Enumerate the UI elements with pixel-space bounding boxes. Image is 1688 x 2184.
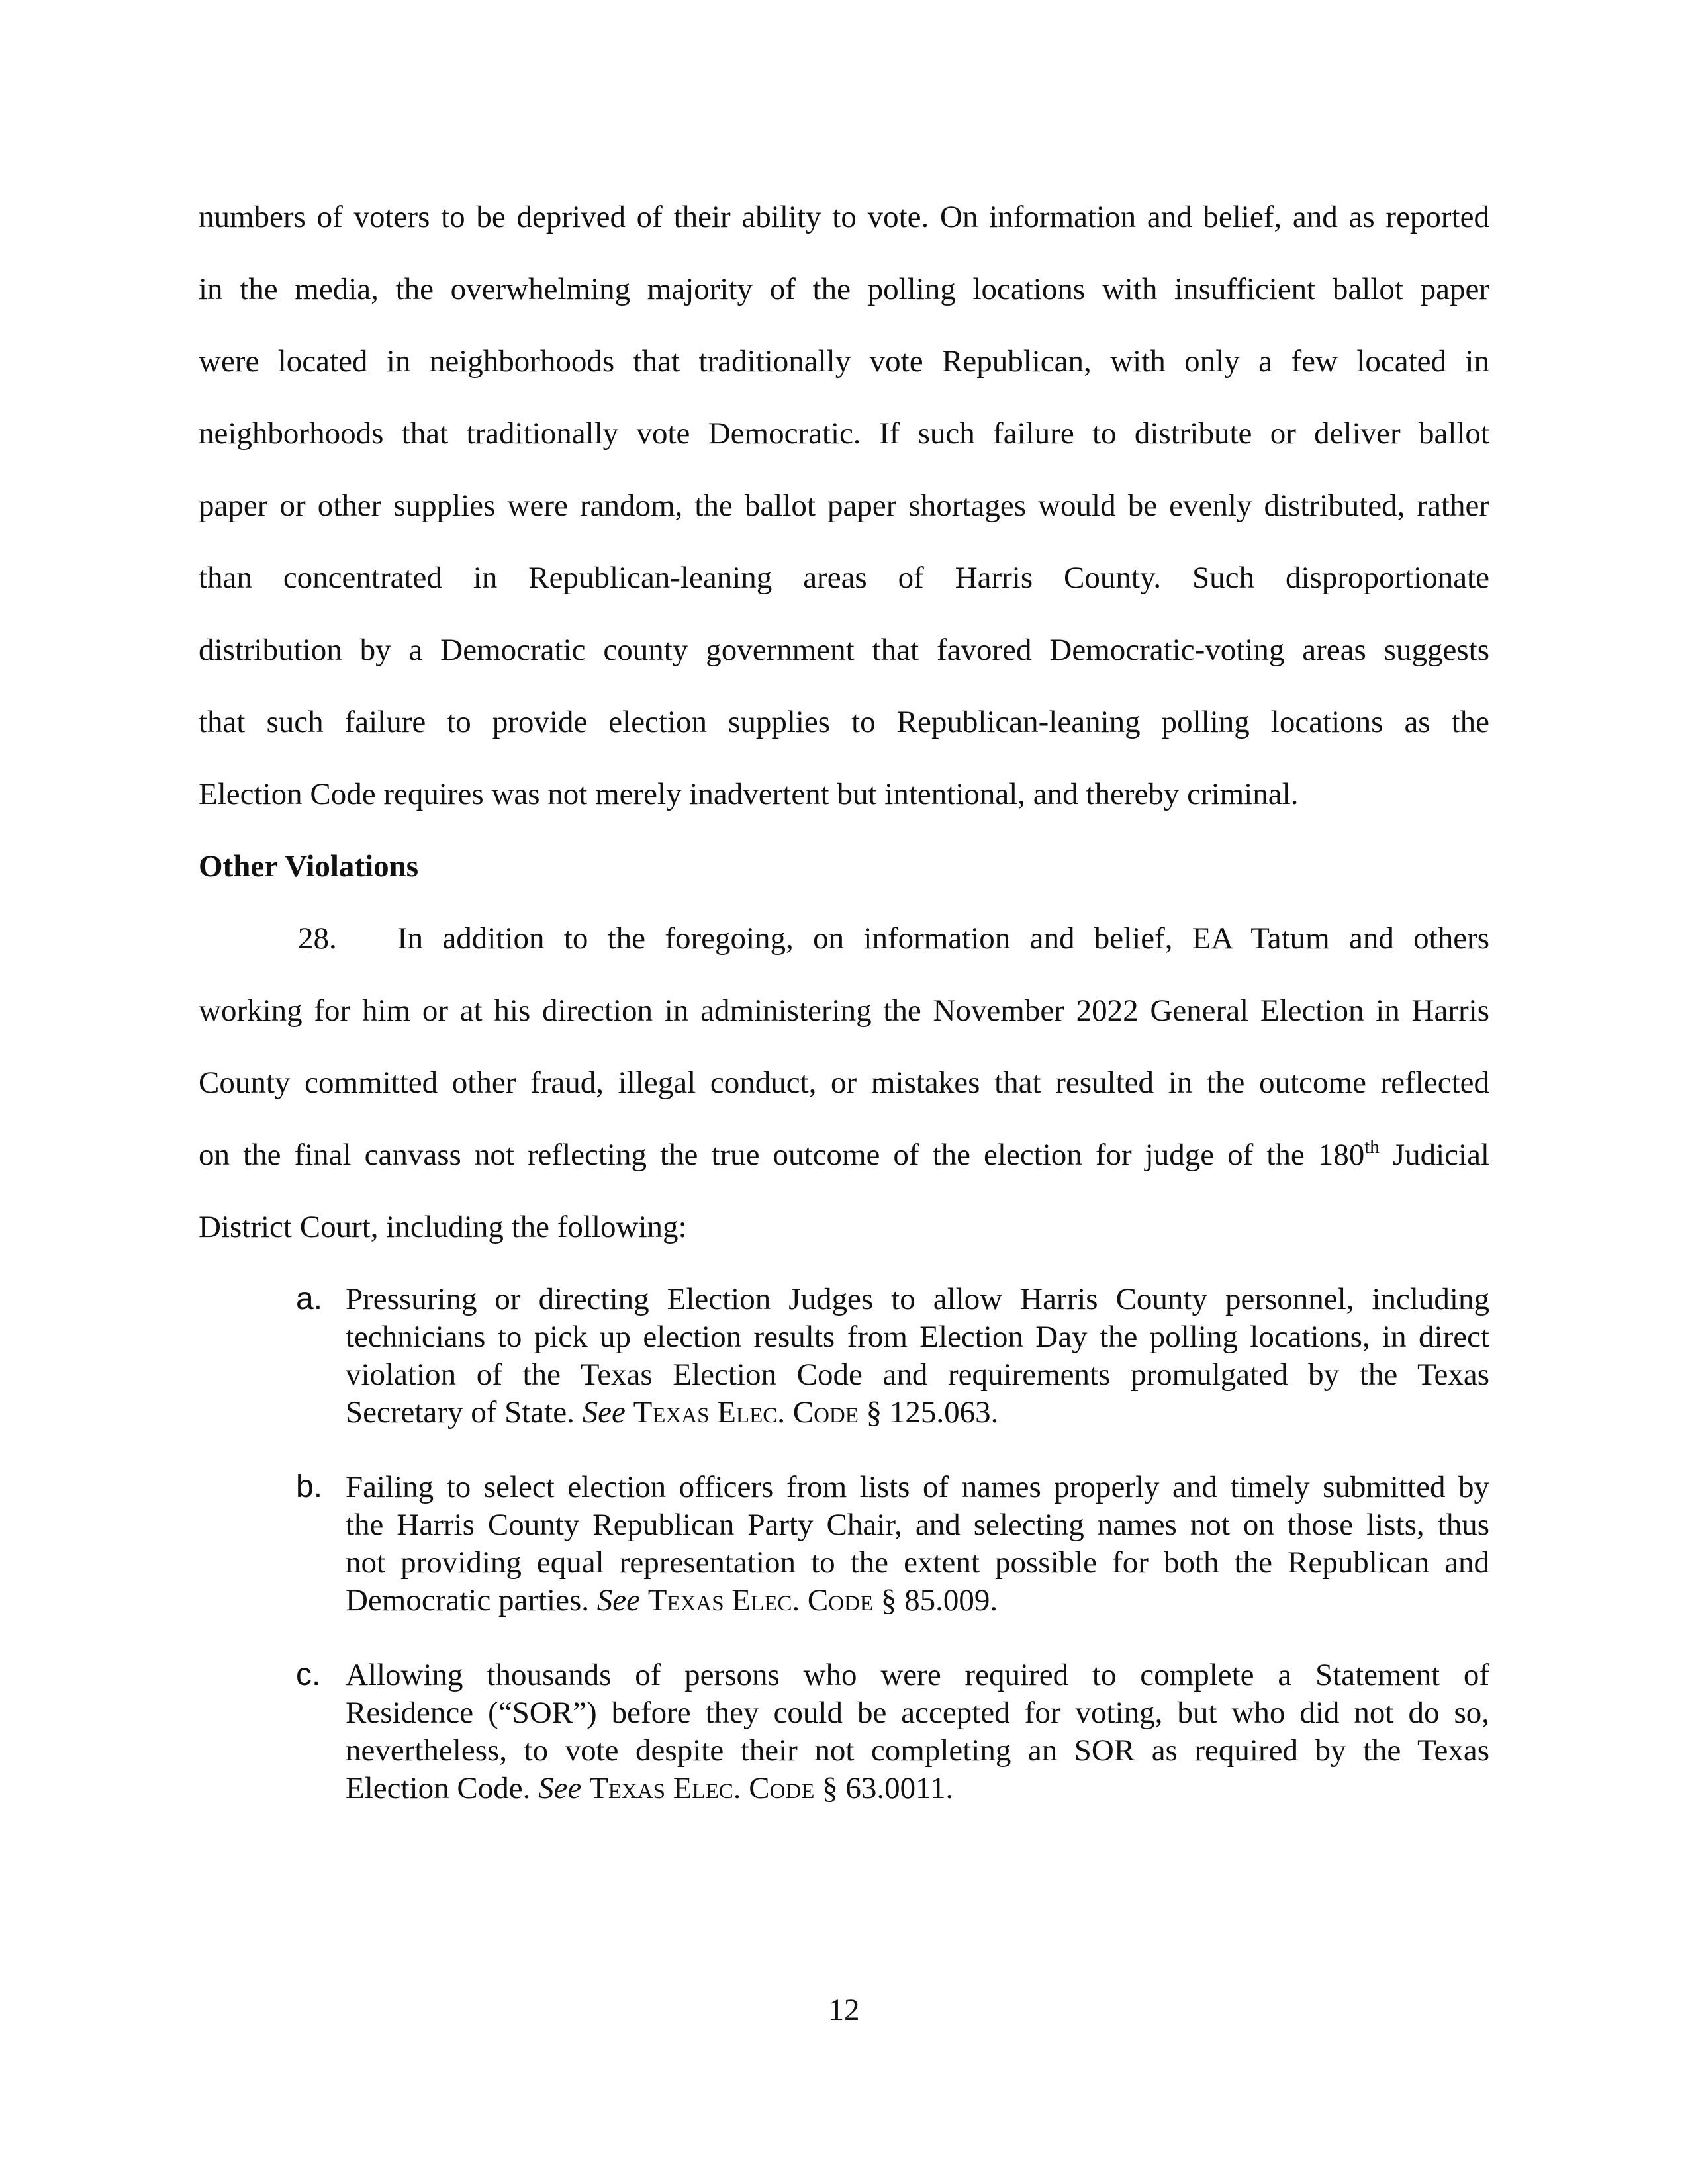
body-text-line: in the media, the overwhelming majority of the polling locations with insufficient ballot paper xyxy=(199,272,1489,306)
page-number: 12 xyxy=(828,1993,860,2027)
list-item-text xyxy=(346,1657,1489,1807)
list-text-line: nevertheless, to vote despite their not completing an SOR as required by the Texas xyxy=(346,1733,1489,1768)
body-text-line: paper or other supplies were random, the ballot paper shortages would be evenly distributed, rather xyxy=(199,488,1489,523)
list-marker: b. xyxy=(296,1469,323,1504)
list-text-line xyxy=(346,1394,1489,1432)
paragraph-number: 28. xyxy=(298,921,337,956)
list-text-line xyxy=(346,1770,1489,1807)
body-text-line: District Court, including the following: xyxy=(199,1210,687,1244)
text-segment: Election Code. xyxy=(346,1771,539,1805)
statute-citation: Texas Elec. Code xyxy=(589,1771,815,1805)
list-marker: a. xyxy=(296,1281,323,1316)
text-segment: Democratic parties. xyxy=(346,1583,597,1617)
ordinal-superscript: th xyxy=(1364,1136,1380,1158)
list-text-line: Residence (“SOR”) before they could be accepted for voting, but who did not do so, xyxy=(346,1696,1489,1730)
body-text-line-with-superscript xyxy=(199,1136,1489,1173)
body-text-line: Election Code requires was not merely inadvertent but intentional, and thereby criminal. xyxy=(199,777,1299,811)
list-text-line: Pressuring or directing Election Judges to allow Harris County personnel, including xyxy=(346,1282,1489,1316)
list-text-line: not providing equal representation to the extent possible for both the Republican and xyxy=(346,1545,1489,1580)
statute-section: § 63.0011. xyxy=(814,1771,954,1805)
statute-section: § 125.063. xyxy=(858,1395,999,1430)
body-text-line: than concentrated in Republican-leaning areas of Harris County. Such disproportionate xyxy=(199,561,1489,595)
list-text-line: Failing to select election officers from lists of names properly and timely submitted by xyxy=(346,1470,1489,1504)
body-text-line: In addition to the foregoing, on information and belief, EA Tatum and others xyxy=(397,921,1489,956)
section-heading: Other Violations xyxy=(199,849,419,884)
statute-section: § 85.009. xyxy=(873,1583,998,1617)
statute-citation: Texas Elec. Code xyxy=(633,1395,859,1430)
list-text-line: technicians to pick up election results from Election Day the polling locations, in direct xyxy=(346,1320,1489,1354)
body-text-line: were located in neighborhoods that traditionally vote Republican, with only a few located in xyxy=(199,344,1489,379)
text-segment: Secretary of State. xyxy=(346,1395,583,1430)
see-signal: See xyxy=(538,1771,582,1805)
text-segment: on the final canvass not reflecting the true outcome of the election for judge of the 180 xyxy=(199,1138,1365,1172)
see-signal: See xyxy=(582,1395,626,1430)
list-text-line: violation of the Texas Election Code and requirements promulgated by the Texas xyxy=(346,1357,1489,1392)
body-text-line: neighborhoods that traditionally vote Democratic. If such failure to distribute or deliver ballot xyxy=(199,416,1489,451)
list-text-line: Allowing thousands of persons who were required to complete a Statement of xyxy=(346,1658,1489,1692)
statute-citation: Texas Elec. Code xyxy=(647,1583,874,1617)
list-marker: c. xyxy=(296,1657,321,1692)
body-text-line: numbers of voters to be deprived of their ability to vote. On information and belief, and as reported xyxy=(199,200,1489,234)
list-item-text xyxy=(346,1469,1489,1619)
see-signal: See xyxy=(596,1583,640,1617)
list-text-line: the Harris County Republican Party Chair, and selecting names not on those lists, thus xyxy=(346,1508,1489,1542)
body-text-line: distribution by a Democratic county government that favored Democratic-voting areas suggests xyxy=(199,633,1489,667)
body-text-line: County committed other fraud, illegal conduct, or mistakes that resulted in the outcome reflected xyxy=(199,1066,1489,1100)
body-text-line: working for him or at his direction in administering the November 2022 General Election in Harris xyxy=(199,993,1489,1028)
body-text-line: that such failure to provide election supplies to Republican-leaning polling locations as the xyxy=(199,705,1489,739)
list-text-line xyxy=(346,1582,1489,1619)
text-segment: Judicial xyxy=(1379,1138,1489,1172)
list-item-text xyxy=(346,1281,1489,1432)
